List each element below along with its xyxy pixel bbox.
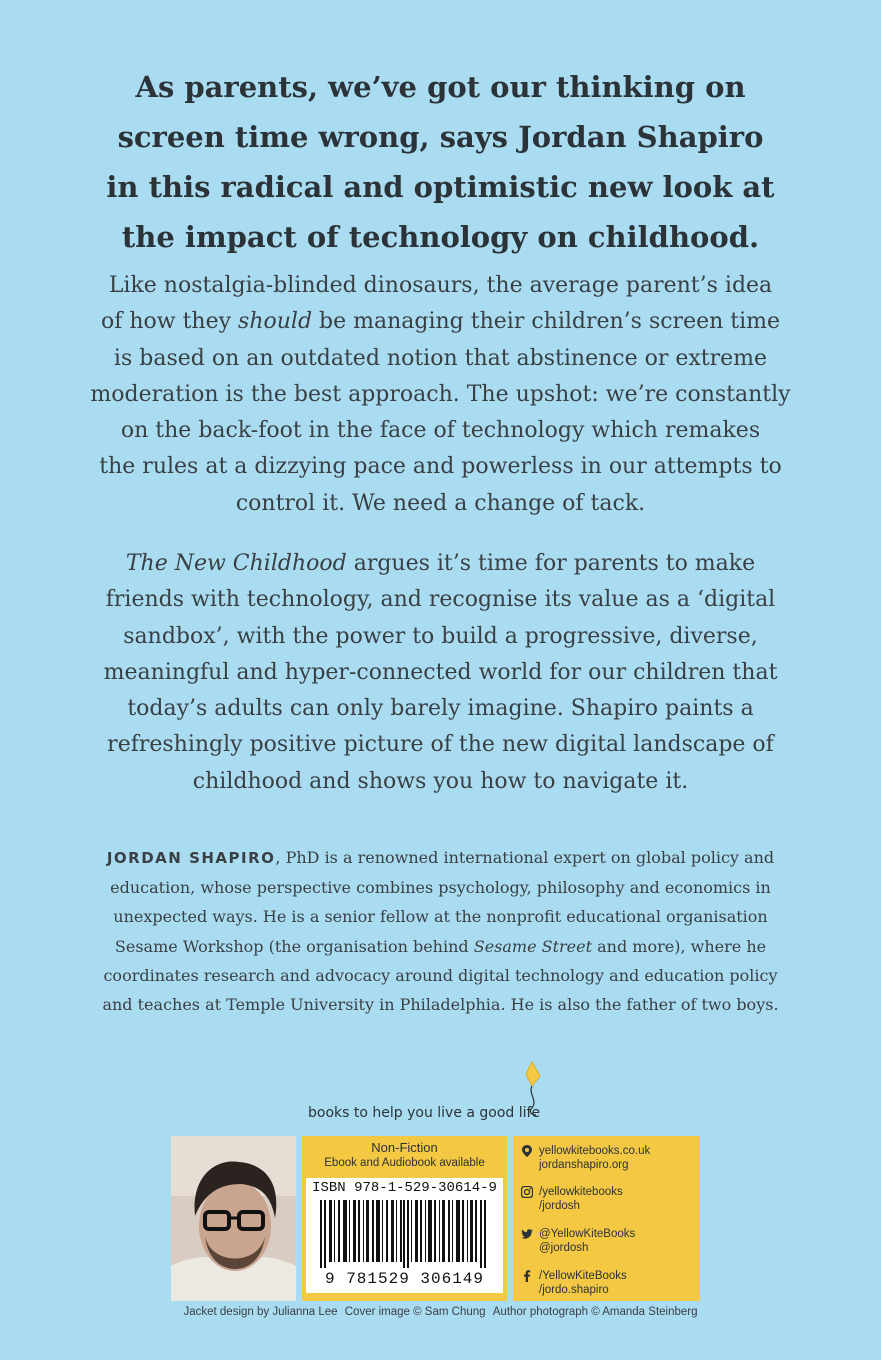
text-line: today’s adults can only barely imagine. Shapiro paints a [127, 696, 754, 722]
headline-line: As parents, we’ve got our thinking on [135, 70, 746, 104]
author-portrait-image [171, 1136, 296, 1301]
instagram-link[interactable]: /yellowkitebooks [539, 1186, 623, 1198]
text-line: control it. We need a change of tack. [235, 490, 646, 516]
text-line: on the back-foot in the face of technology which remakes [120, 418, 761, 444]
text-line: meaningful and hyper-connected world for our children that [103, 659, 778, 685]
text-line [60, 843, 821, 873]
twitter-link[interactable]: @YellowKiteBooks [539, 1228, 636, 1240]
headline [60, 62, 821, 262]
formats-label: Ebook and Audiobook available [324, 1157, 485, 1169]
headline-line: screen time wrong, says Jordan Shapiro [117, 120, 764, 154]
text-fragment: , PhD is a renowned international expert on global policy and [275, 848, 775, 867]
text-line: and teaches at Temple University in Philadelphia. He is also the father of two boys. [102, 995, 779, 1015]
barcode-panel [302, 1136, 507, 1301]
text-line: the rules at a dizzying pace and powerless in our attempts to [99, 454, 782, 480]
isbn-text: ISBN 978-1-529-30614-9 [312, 1180, 497, 1196]
twitter-link[interactable]: @jordosh [539, 1242, 589, 1254]
text-fragment: of how they [100, 309, 239, 335]
facebook-icon [521, 1270, 533, 1282]
author-bio [60, 843, 821, 1019]
text-line: friends with technology, and recognise its value as a ‘digital [105, 587, 776, 613]
contact-panel [513, 1136, 700, 1301]
book-title-text: The New Childhood [125, 551, 347, 576]
emphasis-text: Sesame Street [473, 936, 593, 956]
facebook-link[interactable]: /YellowKiteBooks [539, 1270, 627, 1282]
text-line: sandbox’, with the power to build a progressive, diverse, [123, 623, 758, 649]
publisher-tagline: books to help you live a good life [308, 1105, 541, 1121]
genre-label: Non-Fiction [371, 1140, 438, 1155]
text-line: childhood and shows you how to navigate it. [192, 768, 689, 794]
text-line: education, whose perspective combines psychology, philosophy and economics in [110, 878, 771, 898]
text-line: Like nostalgia-blinded dinosaurs, the average parent’s idea [108, 273, 773, 298]
text-line: unexpected ways. He is a senior fellow at the nonprofit educational organisation [113, 907, 768, 927]
cover-credit: Cover image © Sam Chung [344, 1306, 486, 1318]
description-paragraph-1 [50, 268, 831, 522]
barcode-bars-icon [320, 1200, 490, 1268]
website-link[interactable]: jordanshapiro.org [539, 1159, 629, 1171]
headline-line: in this radical and optimistic new look at [106, 170, 775, 204]
text-line: refreshingly positive picture of the new digital landscape of [107, 732, 774, 758]
text-line: coordinates research and advocacy around digital technology and education policy [103, 965, 778, 985]
website-link[interactable]: yellowkitebooks.co.uk [539, 1145, 651, 1157]
author-photo [171, 1136, 296, 1301]
instagram-icon [521, 1186, 533, 1198]
text-line [60, 932, 821, 961]
text-fragment: be managing their children’s screen time [312, 309, 781, 335]
headline-line: the impact of technology on childhood. [121, 220, 760, 254]
twitter-bird-icon [521, 1228, 533, 1240]
jacket-credit: Jacket design by Julianna Lee [183, 1306, 338, 1318]
credits-line [100, 1306, 781, 1318]
facebook-link[interactable]: /jordo.shapiro [539, 1284, 609, 1296]
emphasis-text: should [238, 309, 313, 335]
text-line [50, 304, 831, 340]
barcode-box [306, 1178, 503, 1293]
location-pin-icon [521, 1145, 533, 1157]
barcode-number: 9 781529 306149 [324, 1270, 485, 1288]
text-fragment: argues it’s time for parents to make [346, 551, 756, 576]
text-fragment: Sesame Workshop (the organisation behind [114, 936, 474, 956]
photo-credit: Author photograph © Amanda Steinberg [492, 1306, 698, 1318]
description-paragraph-2 [50, 546, 831, 800]
instagram-link[interactable]: /jordosh [539, 1200, 580, 1212]
author-name: JORDAN SHAPIRO [106, 849, 276, 867]
text-line [50, 546, 831, 582]
text-line: moderation is the best approach. The upshot: we’re constantly [90, 381, 791, 407]
text-line: is based on an outdated notion that abstinence or extreme [113, 345, 768, 371]
text-fragment: and more), where he [592, 936, 767, 956]
